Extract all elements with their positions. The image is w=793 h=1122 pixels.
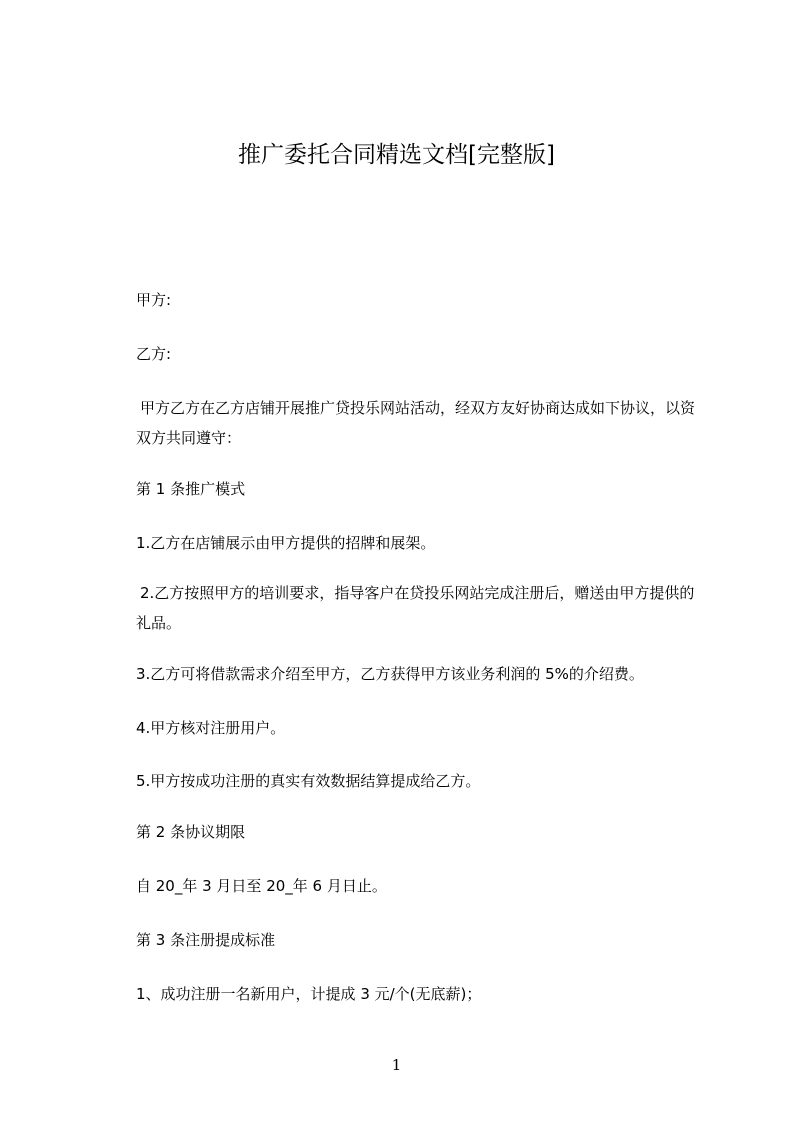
document-title: 推广委托合同精选文档[完整版] (238, 142, 555, 168)
party-a-label: 甲方: (136, 291, 172, 309)
article-1-heading: 第 1 条推广模式 (136, 480, 246, 498)
article-1-item-3: 3.乙方可将借款需求介绍至甲方，乙方获得甲方该业务利润的 5%的介绍费。 (136, 665, 644, 683)
article-1-item-2: 2.乙方按照甲方的培训要求，指导客户在贷投乐网站完成注册后，赠送由甲方提供的礼品。 (136, 584, 695, 632)
party-b-label: 乙方: (136, 345, 172, 363)
article-2-term: 自 20_年 3 月日至 20_年 6 月日止。 (136, 877, 387, 895)
article-1-item-5: 5.甲方按成功注册的真实有效数据结算提成给乙方。 (136, 772, 481, 790)
page-number: 1 (391, 1056, 402, 1074)
article-3-item-1: 1、成功注册一名新用户，计提成 3 元/个(无底薪)； (136, 985, 482, 1003)
intro-paragraph: 甲方乙方在乙方店铺开展推广贷投乐网站活动，经双方友好协商达成如下协议，以资双方共同遵守： (136, 399, 696, 447)
article-3-heading: 第 3 条注册提成标准 (136, 931, 276, 949)
article-2-heading: 第 2 条协议期限 (136, 823, 246, 841)
article-1-item-4: 4.甲方核对注册用户。 (136, 719, 286, 737)
article-1-item-1: 1.乙方在店铺展示由甲方提供的招牌和展架。 (136, 534, 436, 552)
